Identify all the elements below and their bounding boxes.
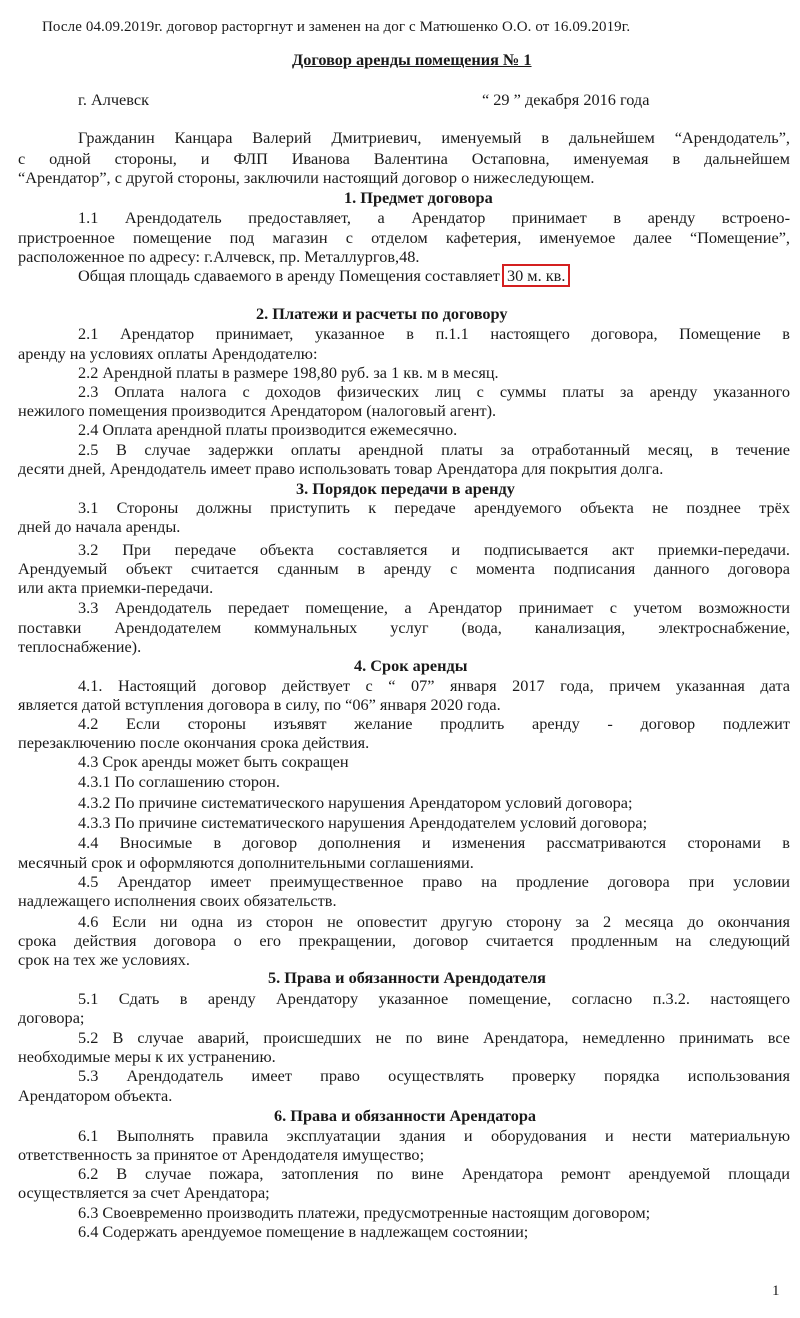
section-heading: 2. Платежи и расчеты по договору: [256, 304, 508, 323]
clause-line: осуществляется за счет Арендатора;: [18, 1183, 270, 1202]
clause-line: 4.1. Настоящий договор действует с “ 07” января 2017 года, причем указанная дата: [78, 676, 790, 695]
area-label: Общая площадь сдаваемого в аренду Помещения составляет: [78, 266, 500, 285]
intro-line: “Арендатор”, с другой стороны, заключили настоящий договор о нижеследующем.: [18, 168, 595, 187]
clause-line: 2.4 Оплата арендной платы производится ежемесячно.: [78, 420, 458, 439]
clause-line: десяти дней, Арендодатель имеет право использовать товар Арендатора для покрытия долга.: [18, 459, 664, 478]
section-heading: 4. Срок аренды: [354, 656, 468, 675]
clause-line: 2.3 Оплата налога с доходов физических лиц с суммы платы за аренду указанного: [78, 382, 790, 401]
area-line: [78, 266, 570, 285]
clause-line: 2.2 Арендной платы в размере 198,80 руб. за 1 кв. м в месяц.: [78, 363, 499, 382]
clause-line: 6.3 Своевременно производить платежи, предусмотренные настоящим договором;: [78, 1203, 651, 1222]
section-heading: 3. Порядок передачи в аренду: [296, 479, 515, 498]
clause-line: 4.3 Срок аренды может быть сокращен: [78, 752, 349, 771]
clause-line: Арендуемый объект считается сданным в аренду с момента подписания данного договора: [18, 559, 790, 578]
clause-line: теплоснабжение).: [18, 637, 142, 656]
clause-line: Арендатором объекта.: [18, 1086, 173, 1105]
section-heading: 5. Права и обязанности Арендодателя: [268, 968, 546, 987]
clause-line: договора;: [18, 1008, 85, 1027]
clause-line: ответственность за принятое от Арендодателя имущество;: [18, 1145, 425, 1164]
clause-line: срок на тех же условиях.: [18, 950, 190, 969]
page-number: 1: [772, 1283, 780, 1299]
handwritten-note: После 04.09.2019г. договор расторгнут и заменен на дог с Матюшенко О.О. от 16.09.2019г.: [42, 19, 631, 35]
document-title: Договор аренды помещения № 1: [292, 50, 532, 69]
clause-line: 4.3.2 По причине систематического нарушения Арендатором условий договора;: [78, 793, 633, 812]
clause-line: 3.3 Арендодатель передает помещение, а Арендатор принимает с учетом возможности: [78, 598, 790, 617]
intro-line: с одной стороны, и ФЛП Иванова Валентина Остаповна, именуемая в дальнейшем: [18, 149, 790, 168]
clause-line: 6.4 Содержать арендуемое помещение в надлежащем состоянии;: [78, 1222, 529, 1241]
clause-line: 3.2 При передаче объекта составляется и подписывается акт приемки-передачи.: [78, 540, 790, 559]
clause-line: необходимые меры к их устранению.: [18, 1047, 276, 1066]
intro-line: Гражданин Канцара Валерий Дмитриевич, именуемый в дальнейшем “Арендодатель”,: [78, 128, 790, 147]
clause-line: месячный срок и оформляются дополнительными соглашениями.: [18, 853, 474, 872]
area-value-highlight: 30 м. кв.: [502, 264, 570, 287]
clause-line: срока действия договора о его прекращении, договор считается продленным на следующий: [18, 931, 790, 950]
city: г. Алчевск: [78, 90, 150, 109]
contract-date: “ 29 ” декабря 2016 года: [482, 90, 650, 109]
clause-line: 4.2 Если стороны изъявят желание продлить аренду - договор подлежит: [78, 714, 790, 733]
clause-line: 4.5 Арендатор имеет преимущественное право на продление договора при условии: [78, 872, 790, 891]
clause-line: 2.1 Арендатор принимает, указанное в п.1.1 настоящего договора, Помещение в: [78, 324, 790, 343]
clause-line: 4.6 Если ни одна из сторон не оповестит другую сторону за 2 месяца до окончания: [78, 912, 790, 931]
clause-line: является датой вступления договора в силу, по “06” января 2020 года.: [18, 695, 501, 714]
clause-line: 4.3.1 По соглашению сторон.: [78, 772, 280, 791]
clause-line: 5.3 Арендодатель имеет право осуществлять проверку порядка использования: [78, 1066, 790, 1085]
clause-line: 5.2 В случае аварий, происшедших не по вине Арендатора, немедленно принимать все: [78, 1028, 790, 1047]
clause-line: 4.3.3 По причине систематического нарушения Арендодателем условий договора;: [78, 813, 648, 832]
clause-line: 6.2 В случае пожара, затопления по вине Арендатора ремонт арендуемой площади: [78, 1164, 790, 1183]
clause-line: пристроенное помещение под магазин с отделом кафетерия, именуемое далее “Помещение”,: [18, 228, 790, 247]
clause-line: 3.1 Стороны должны приступить к передаче арендуемого объекта не позднее трёх: [78, 498, 790, 517]
clause-line: надлежащего исполнения своих обязательств.: [18, 891, 337, 910]
clause-line: нежилого помещения производится Арендатором (налоговый агент).: [18, 401, 497, 420]
clause-line: перезаключению после окончания срока действия.: [18, 733, 370, 752]
clause-line: 2.5 В случае задержки оплаты арендной платы за отработанный месяц, в течение: [78, 440, 790, 459]
clause-line: 4.4 Вносимые в договор дополнения и изменения рассматриваются сторонами в: [78, 833, 790, 852]
clause-line: аренду на условиях оплаты Арендодателю:: [18, 344, 318, 363]
clause-line: или акта приемки-передачи.: [18, 578, 214, 597]
clause-line: расположенное по адресу: г.Алчевск, пр. Металлургов,48.: [18, 247, 420, 266]
clause-line: 6.1 Выполнять правила эксплуатации здания и оборудования и нести материальную: [78, 1126, 790, 1145]
section-heading: 6. Права и обязанности Арендатора: [274, 1106, 537, 1125]
clause-line: 5.1 Сдать в аренду Арендатору указанное помещение, согласно п.3.2. настоящего: [78, 989, 790, 1008]
clause-line: поставки Арендодателем коммунальных услуг (вода, канализация, электроснабжение,: [18, 618, 790, 637]
section-heading: 1. Предмет договора: [344, 188, 493, 207]
clause-line: 1.1 Арендодатель предоставляет, а Арендатор принимает в аренду встроено-: [78, 208, 790, 227]
clause-line: дней до начала аренды.: [18, 517, 181, 536]
